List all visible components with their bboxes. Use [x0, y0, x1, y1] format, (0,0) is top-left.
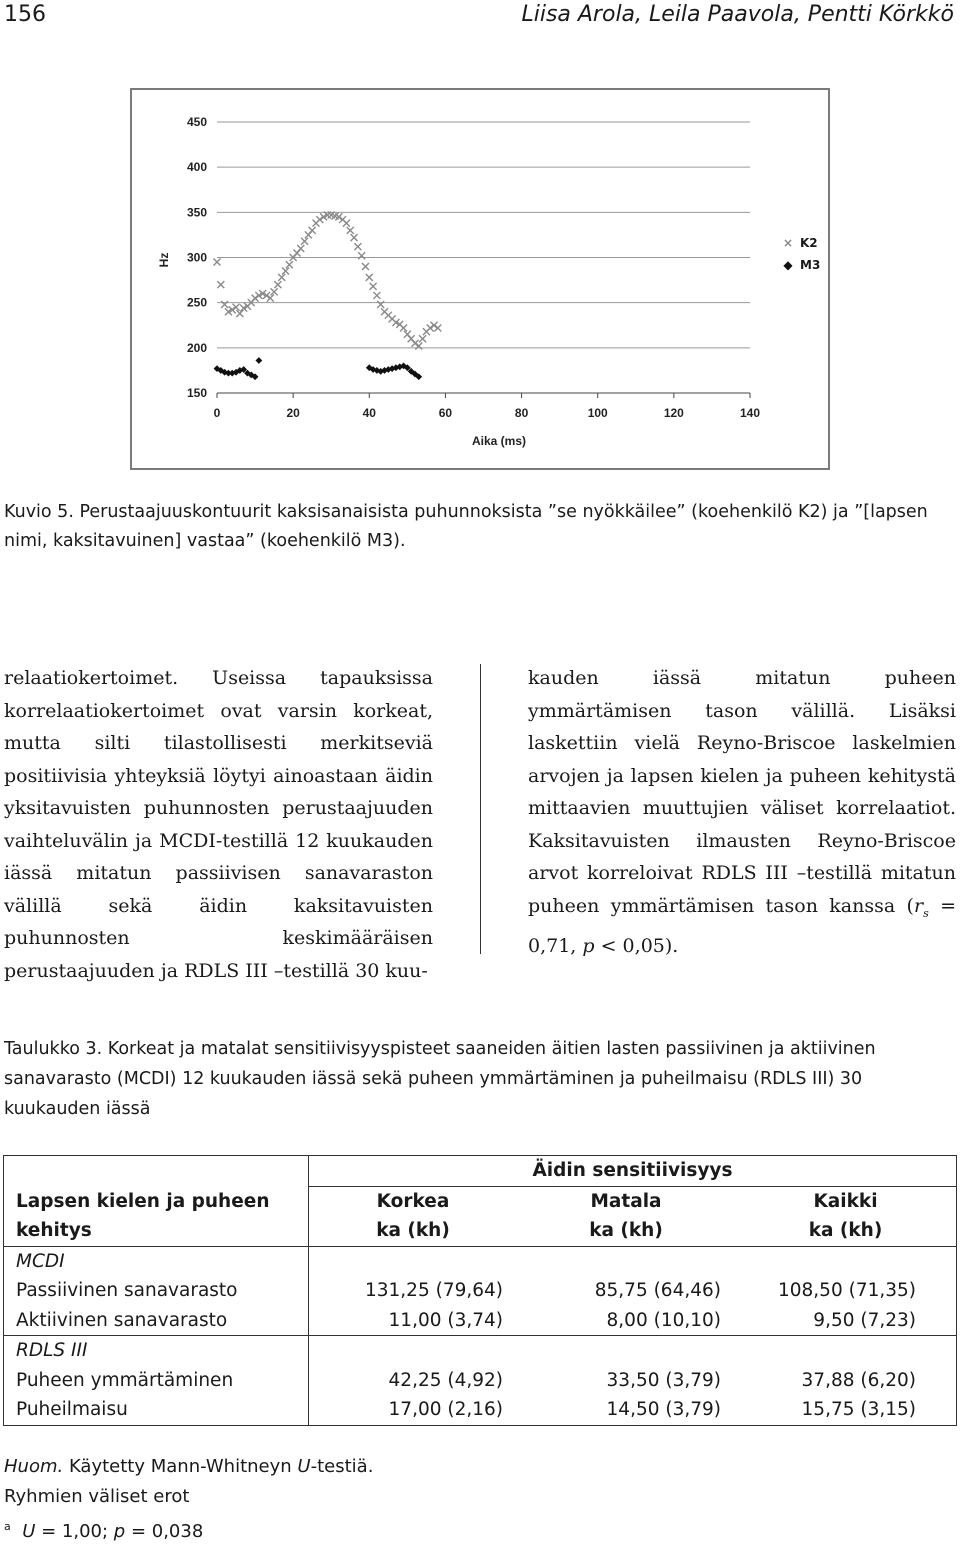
x-tick-label: 60: [438, 406, 453, 420]
table-header-row-3: [4, 1216, 957, 1246]
data-point-k2: [373, 292, 380, 299]
x-tick-label: 140: [739, 406, 761, 420]
row-label: Aktiivinen sanavarasto: [4, 1306, 309, 1336]
data-point-k2: [358, 252, 365, 259]
legend-item-k2: [780, 232, 830, 254]
cell-matala: 85,75 (64,46): [594, 1280, 721, 1302]
table-header-empty: [4, 1156, 309, 1187]
table-row: [4, 1276, 957, 1306]
cell-korkea: 131,25 (79,64): [309, 1276, 518, 1306]
cell-korkea: 11,00 (3,74): [309, 1306, 518, 1336]
y-tick-label: 200: [186, 340, 207, 355]
data-point-k2: [301, 238, 308, 245]
cell-korkea: 42,25 (4,92): [309, 1366, 518, 1396]
data-point-k2: [354, 243, 361, 250]
col-sub-kaikki: ka (kh): [735, 1216, 957, 1246]
col-sub-matala: ka (kh): [517, 1216, 735, 1246]
col-sub-korkea: ka (kh): [309, 1216, 518, 1246]
x-marker-icon: ×: [782, 236, 794, 250]
footnote-a-u: U: [22, 1521, 36, 1542]
section-row-rdls: [4, 1336, 957, 1366]
stat-r: r: [913, 894, 924, 917]
x-tick-label: 100: [587, 406, 608, 420]
diamond-marker-icon: ◆: [783, 258, 793, 272]
data-point-m3: [255, 357, 262, 364]
table-row: [4, 1306, 957, 1336]
data-point-k2: [370, 283, 377, 290]
data-point-k2: [316, 216, 323, 223]
table-header-row-2: [4, 1186, 957, 1216]
pitch-contour-chart: [132, 90, 828, 468]
data-point-k2: [377, 301, 384, 308]
footnote-a-p: p: [113, 1521, 126, 1542]
running-header-authors: Liisa Arola, Leila Paavola, Pentti Körkkö: [521, 2, 954, 27]
row-label: Puheilmaisu: [4, 1395, 309, 1425]
data-point-k2: [297, 245, 304, 252]
section-title-rdls: RDLS III: [4, 1336, 309, 1366]
table-cell-empty: [309, 1336, 518, 1366]
row-label: Passiivinen sanavarasto: [4, 1276, 309, 1306]
table-header-row-1: [4, 1156, 957, 1187]
data-point-k2: [252, 295, 259, 302]
data-point-k2: [271, 288, 278, 295]
cell-kaikki: 9,50 (7,23): [735, 1306, 957, 1336]
figure-frame: [130, 88, 830, 470]
data-point-k2: [431, 322, 438, 329]
data-point-k2: [214, 259, 221, 266]
table-cell-empty: [735, 1246, 957, 1276]
data-point-k2: [309, 227, 316, 234]
huom-end: -testiä.: [310, 1456, 374, 1477]
col-header-kaikki: Kaikki: [735, 1186, 957, 1216]
figure-caption: Kuvio 5. Perustaajuuskontuurit kaksisanaisista puhunnoksista ”se nyökkäilee” (koehenkilö K2) ja ”[lapsen nimi, kaksitavuinen] vastaa” (koehenkilö M3).: [4, 502, 928, 551]
x-tick-label: 0: [213, 406, 221, 420]
x-tick-label: 80: [514, 406, 529, 420]
footnote-huom: [4, 1452, 373, 1482]
huom-label: Huom.: [4, 1456, 64, 1477]
cell-kaikki: 15,75 (3,15): [735, 1395, 957, 1425]
y-tick-label: 450: [186, 115, 207, 129]
huom-u: U: [297, 1456, 311, 1477]
legend-label-m3: M3: [800, 258, 821, 272]
data-point-k2: [343, 220, 350, 227]
row-label: Puheen ymmärtäminen: [4, 1366, 309, 1396]
cell-kaikki: 108,50 (71,35): [735, 1276, 957, 1306]
body-column-left: relaatiokertoimet. Useissa tapauksissa korrelaatiokertoimet ovat varsin korkeat, mutta silti tilastollisesti merkitseviä positiivisia yhteyksiä löytyi ainoastaan äidin yksitavuisten puhunnosten perustaajuuden vaihteluvälin ja MCDI-testillä 12 kuukauden iässä mitatun passiivisen sanavaraston välillä sekä äidin kaksitavuisten puhunnosten keskimääräisen perustaajuuden ja RDLS III –testillä 30 kuu-: [4, 667, 433, 982]
data-point-k2: [274, 281, 281, 288]
footnote-a-mark: a: [4, 1520, 11, 1533]
col-header-matala: Matala: [590, 1190, 662, 1212]
y-tick-label: 400: [186, 160, 207, 175]
data-point-k2: [347, 227, 354, 234]
data-point-k2: [278, 274, 285, 281]
table-cell-empty: [735, 1336, 957, 1366]
cell-matala: 33,50 (3,79): [606, 1369, 721, 1391]
y-tick-label: 300: [186, 250, 207, 265]
huom-text: Käytetty Mann-Whitneyn: [63, 1456, 298, 1477]
data-point-k2: [434, 324, 441, 331]
section-title-mcdi: MCDI: [4, 1246, 309, 1276]
table-cell-empty: [517, 1336, 735, 1366]
body-column-right: [528, 662, 956, 962]
col-header-korkea: Korkea: [309, 1186, 518, 1216]
y-tick-label: 150: [186, 386, 207, 400]
cell-matala: 14,50 (3,79): [517, 1395, 735, 1425]
y-axis-label: Hz: [157, 252, 171, 268]
cell-korkea: 17,00 (2,16): [309, 1395, 518, 1425]
row-header-line2: kehitys: [4, 1216, 309, 1246]
group-header: Äidin sensitiivisyys: [309, 1156, 957, 1187]
table-row: [4, 1366, 957, 1396]
table-cell-empty: [309, 1246, 518, 1276]
data-point-k2: [217, 281, 224, 288]
page-number: 156: [4, 2, 46, 27]
table-cell-empty: [517, 1246, 735, 1276]
data-point-k2: [267, 295, 274, 302]
legend-label-k2: K2: [800, 236, 818, 250]
legend-item-m3: [780, 254, 830, 276]
data-point-k2: [366, 274, 373, 281]
footnote-groups: Ryhmien väliset erot: [4, 1486, 190, 1507]
footnote-a-mid: = 1,00;: [35, 1521, 114, 1542]
table-footnotes: [4, 1452, 373, 1547]
data-point-k2: [362, 263, 369, 270]
footnote-a-end: = 0,038: [125, 1521, 204, 1542]
data-point-k2: [351, 234, 358, 241]
table-row: [4, 1395, 957, 1425]
stat-r-value: = 0,71,: [528, 894, 956, 957]
column-divider: [480, 664, 481, 954]
row-header-line1: Lapsen kielen ja puheen: [4, 1186, 309, 1216]
results-table: [3, 1155, 957, 1426]
x-axis-label: Aika (ms): [471, 434, 527, 448]
data-point-k2: [233, 304, 240, 311]
x-tick-label: 120: [663, 406, 684, 420]
data-point-k2: [415, 343, 422, 350]
chart-legend: [780, 232, 830, 276]
stat-r-subscript: s: [923, 906, 929, 920]
data-point-k2: [286, 261, 293, 268]
data-point-k2: [282, 268, 289, 275]
data-point-k2: [427, 324, 434, 331]
cell-kaikki: 37,88 (6,20): [735, 1366, 957, 1396]
x-tick-label: 40: [362, 406, 376, 420]
data-point-k2: [400, 324, 407, 331]
data-point-k2: [221, 301, 228, 308]
stat-p-value: < 0,05).: [594, 934, 679, 957]
x-tick-label: 20: [286, 406, 300, 420]
cell-matala: 8,00 (10,10): [517, 1306, 735, 1336]
stat-p: p: [582, 934, 595, 957]
table-caption: Taulukko 3. Korkeat ja matalat sensitiivisyyspisteet saaneiden äitien lasten passiivinen ja aktiivinen sanavarasto (MCDI) 12 kuukauden iässä sekä puheen ymmärtäminen ja puheilmaisu (RDLS III) 30 kuukauden iässä: [4, 1039, 876, 1119]
y-tick-label: 250: [186, 295, 207, 310]
body-column-right-text: kauden iässä mitatun puheen ymmärtämisen tason välillä. Lisäksi laskettiin vielä Reyno-Briscoe laskelmien arvojen ja lapsen kielen ja puheen kehitystä mittaavien muuttujien väliset korrelaatiot. Kaksitavuisten ilmausten Reyno-Briscoe arvot korreloivat RDLS III –testillä mitatun puheen ymmärtämisen tason kanssa (: [528, 667, 956, 917]
data-point-k2: [411, 340, 418, 347]
section-row-mcdi: [4, 1246, 957, 1276]
data-point-k2: [419, 335, 426, 342]
y-tick-label: 350: [186, 205, 207, 220]
